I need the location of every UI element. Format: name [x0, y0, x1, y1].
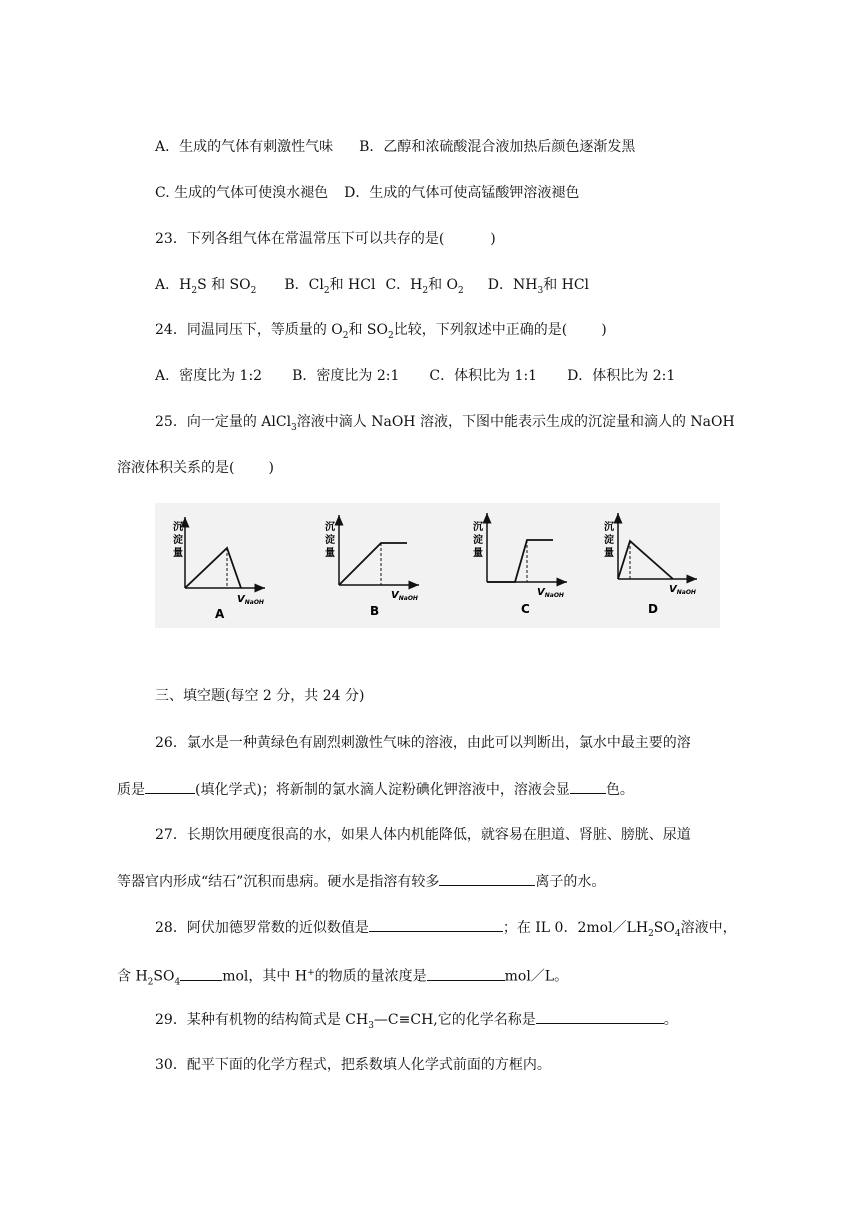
graph-d-ylabel-1: 沉 [604, 522, 614, 533]
graph-b-xlabel: $V_{NaOH}$ [391, 590, 418, 602]
q23-options [155, 275, 589, 301]
graph-c [472, 513, 567, 616]
graph-c-curve [487, 540, 553, 582]
graph-d-curve [618, 541, 673, 579]
graph-a-ylabel-1: 沉 [173, 522, 183, 533]
graph-b-curve [339, 543, 407, 585]
graph-d [603, 513, 697, 616]
q22-option-a: A．生成的气体有刺激性气味 [155, 139, 334, 155]
q28-blank-avogadro[interactable] [369, 917, 503, 932]
q22-option-b: B．乙醇和浓硫酸混合液加热后颜色逐渐发黑 [359, 139, 636, 155]
graph-b [324, 515, 419, 618]
graph-c-ylabel-2: 淀 [473, 535, 483, 546]
graph-b-label: B [370, 604, 380, 618]
graph-a-label: A [215, 607, 225, 621]
q24-options [155, 366, 675, 386]
q25-stem-line1: 25．向一定量的 AlCl$_3$溶液中滴人 NaOH 溶液，下图中能表示生成的沉淀量和滴人的 NaOH [155, 414, 735, 433]
q30-line: 30．配平下面的化学方程式，把系数填人化学式前面的方框内。 [155, 1057, 551, 1073]
q28-line2: 含 $H_2SO_4$ mol，其中 H+的物质的量浓度是 mol／L。 [117, 963, 568, 992]
q26-line1: 26．氯水是一种黄绿色有剧烈刺激性气味的溶液，由此可以判断出，氯水中最主要的溶 [155, 735, 691, 751]
q23-stem: 23．下列各组气体在常温常压下可以共存的是( ) [155, 231, 496, 247]
graph-c-ylabel-3: 量 [473, 548, 483, 559]
q27-line1: 27．长期饮用硬度很高的水，如果人体内机能降低，就容易在胆道、肾脏、膀胱、尿道 [155, 827, 691, 843]
q28-line1: 28．阿伏加德罗常数的近似数值是 ；在 IL 0．$2mol/LH_2SO_4$溶液中， [155, 917, 737, 944]
graph-d-label: D [648, 602, 658, 616]
q26-blank-color[interactable] [570, 779, 606, 794]
q22-option-d: D．生成的气体可使高锰酸钾溶液褪色 [344, 185, 580, 201]
graph-c-ylabel-1: 沉 [473, 522, 483, 533]
q26-blank-formula[interactable] [145, 779, 195, 794]
q24-option-c: C．体积比为 1:1 [429, 368, 538, 384]
q27-blank-ions[interactable] [439, 871, 535, 886]
q24-option-d: D．体积比为 2:1 [567, 368, 676, 384]
graph-c-xlabel: $V_{NaOH}$ [537, 587, 564, 599]
graph-d-ylabel-3: 量 [604, 548, 614, 559]
q29-line: 29．某种有机物的结构简式是 $CH_3—C\equiv CH$,它的化学名称是 。 [155, 1009, 678, 1036]
q28-blank-concentration[interactable] [427, 966, 505, 981]
q23-option-a: A．$H_2S$ 和 $SO_2$ [155, 277, 257, 296]
graph-b-ylabel-1: 沉 [325, 522, 335, 533]
q27-line2: 等器官内形成“结石”沉积而患病。硬水是指溶有较多 离子的水。 [117, 871, 605, 892]
q22-options-cd [155, 183, 579, 203]
graph-a-ylabel-2: 淀 [173, 535, 183, 546]
q22-option-c: C. 生成的气体可使溴水褪色 [155, 185, 329, 201]
q26-line2: 质是 (填化学式)；将新制的氯水滴人淀粉碘化钾溶液中，溶液会显 色。 [117, 779, 634, 800]
graph-a [172, 517, 265, 621]
graph-d-xlabel: $V_{NaOH}$ [669, 584, 696, 596]
q22-options-ab [155, 137, 635, 157]
q25-stem-line2: 溶液体积关系的是( ) [117, 460, 274, 476]
precipitate-graphs-figure [155, 503, 720, 628]
q23-option-c: C．$H_2$和 $O_2$ [385, 277, 464, 296]
q28-blank-mol[interactable] [180, 966, 222, 981]
graph-c-label: C [521, 602, 530, 616]
graph-a-ylabel-3: 量 [173, 548, 183, 559]
graph-b-ylabel-3: 量 [325, 548, 335, 559]
graph-a-curve [185, 548, 241, 588]
q24-stem: 24．同温同压下，等质量的 $O_2$和 $SO_2$比较，下列叙述中正确的是( ) [155, 322, 607, 341]
q24-option-b: B．密度比为 2:1 [292, 368, 400, 384]
q23-option-d: D．$NH_3$和 HCl [487, 277, 590, 296]
q29-blank-name[interactable] [536, 1009, 664, 1024]
graphs-svg [155, 503, 720, 628]
q24-option-a: A．密度比为 1:2 [155, 368, 263, 384]
q23-option-b: B．$Cl_2$和 HCl [284, 277, 376, 296]
section-three-heading: 三、填空题(每空 2 分，共 24 分) [155, 688, 365, 704]
graph-d-ylabel-2: 淀 [604, 535, 614, 546]
graph-b-ylabel-2: 淀 [325, 535, 335, 546]
graph-a-xlabel: $V_{NaOH}$ [237, 594, 264, 606]
